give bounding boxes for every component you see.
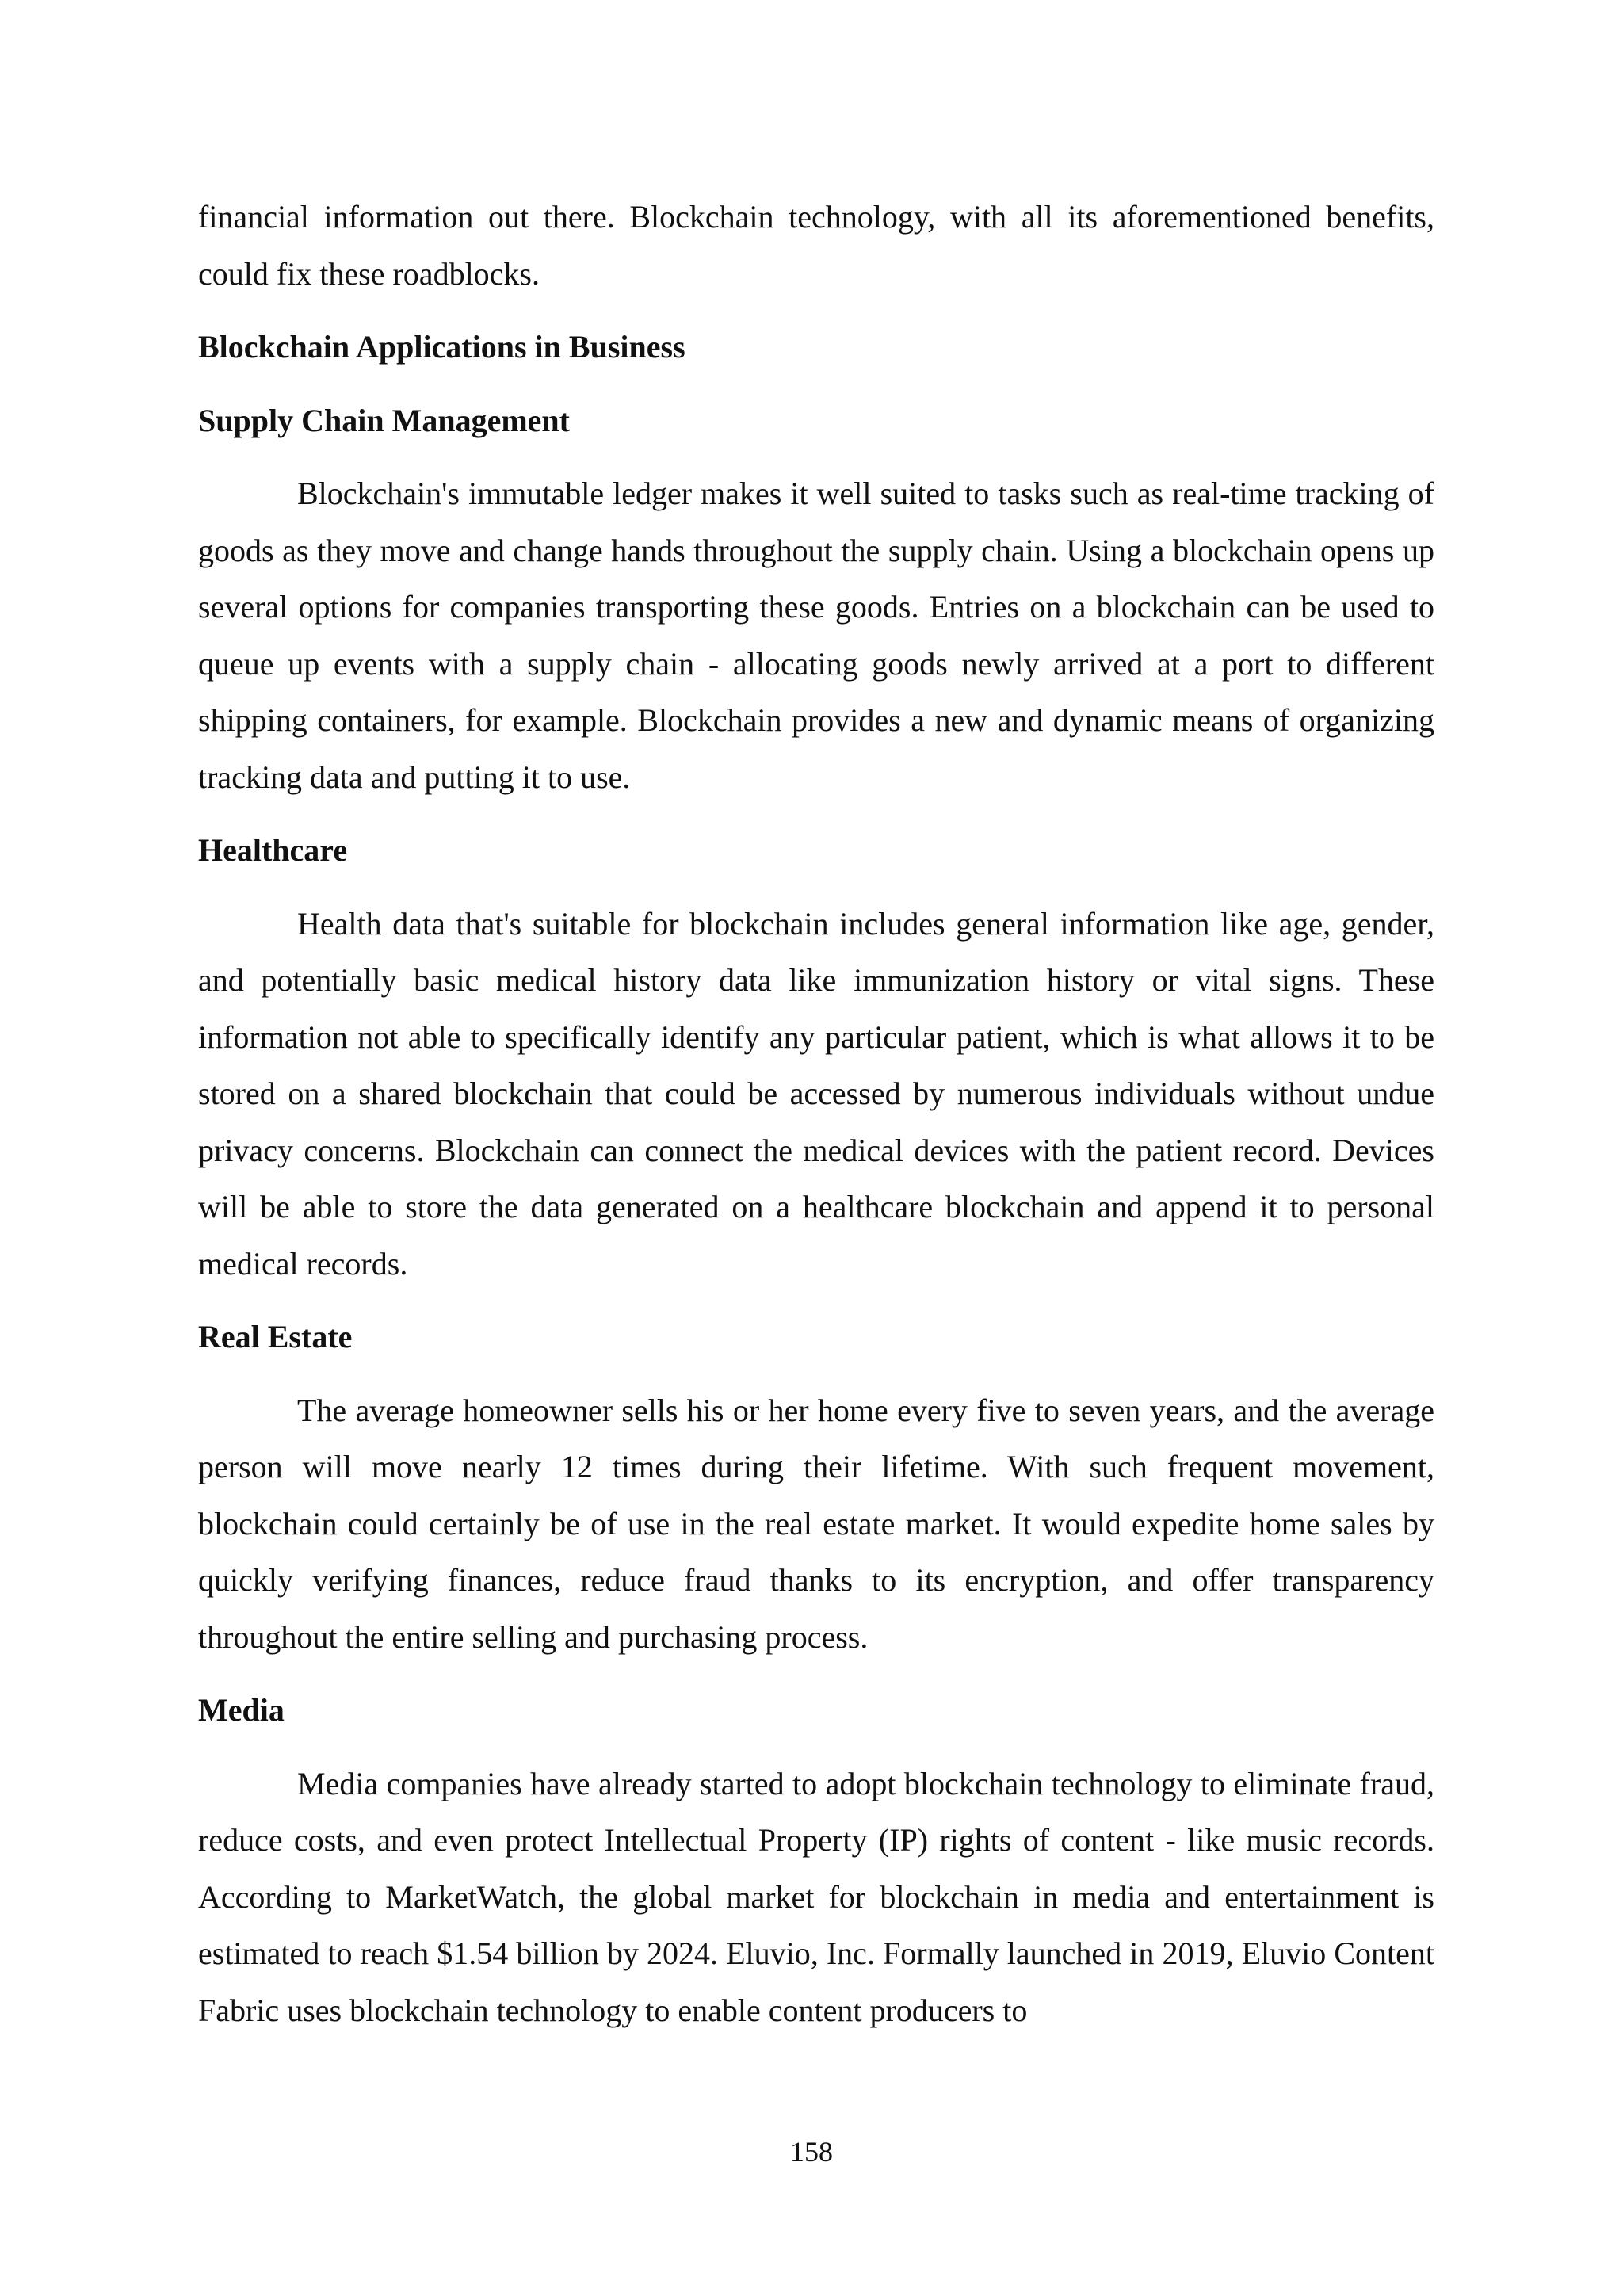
paragraph-healthcare: Health data that's suitable for blockchain includes general information like age, gender, and potentially basic medical history data like immunization history or vital signs. These information not able to specifically identify any particular patient, which is what allows it to be stored on a shared blockchain that could be accessed by numerous individuals without undue privacy concerns. Blockchain can connect the medical devices with the patient record. Devices will be able to store the data generated on a healthcare blockchain and append it to personal medical records. xyxy=(198,905,1434,1282)
opening-paragraph: financial information out there. Blockchain technology, with all its aforementioned benefits, could fix these roadblocks. xyxy=(198,199,1434,292)
page-content xyxy=(198,189,1434,2046)
section-heading: Blockchain Applications in Business xyxy=(198,329,685,365)
paragraph-media: Media companies have already started to adopt blockchain technology to eliminate fraud, reduce costs, and even protect Intellectual Property (IP) rights of content - like music records. According to MarketWatch, the global market for blockchain in media and entertainment is estimated to reach $1.54 billion by 2024. Eluvio, Inc. Formally launched in 2019, Eluvio Content Fabric uses blockchain technology to enable content producers to xyxy=(198,1765,1434,2028)
paragraph-real-estate: The average homeowner sells his or her home every five to seven years, and the average person will move nearly 12 times during their lifetime. With such frequent movement, blockchain could certainly be of use in the real estate market. It would expedite home sales by quickly verifying finances, reduce fraud thanks to its encryption, and offer transparency throughout the entire selling and purchasing process. xyxy=(198,1392,1434,1655)
subsection-heading-media: Media xyxy=(198,1692,285,1728)
page-number: 158 xyxy=(790,2136,833,2168)
subsection-heading-healthcare: Healthcare xyxy=(198,832,348,868)
paragraph-supply-chain: Blockchain's immutable ledger makes it well suited to tasks such as real-time tracking of goods as they move and change hands throughout the supply chain. Using a blockchain opens up several options for companies transporting these goods. Entries on a blockchain can be used to queue up events with a supply chain - allocating goods newly arrived at a port to different shipping containers, for example. Blockchain provides a new and dynamic means of organizing tracking data and putting it to use. xyxy=(198,476,1434,795)
subsection-heading-supply-chain: Supply Chain Management xyxy=(198,402,570,438)
subsection-heading-real-estate: Real Estate xyxy=(198,1319,353,1354)
